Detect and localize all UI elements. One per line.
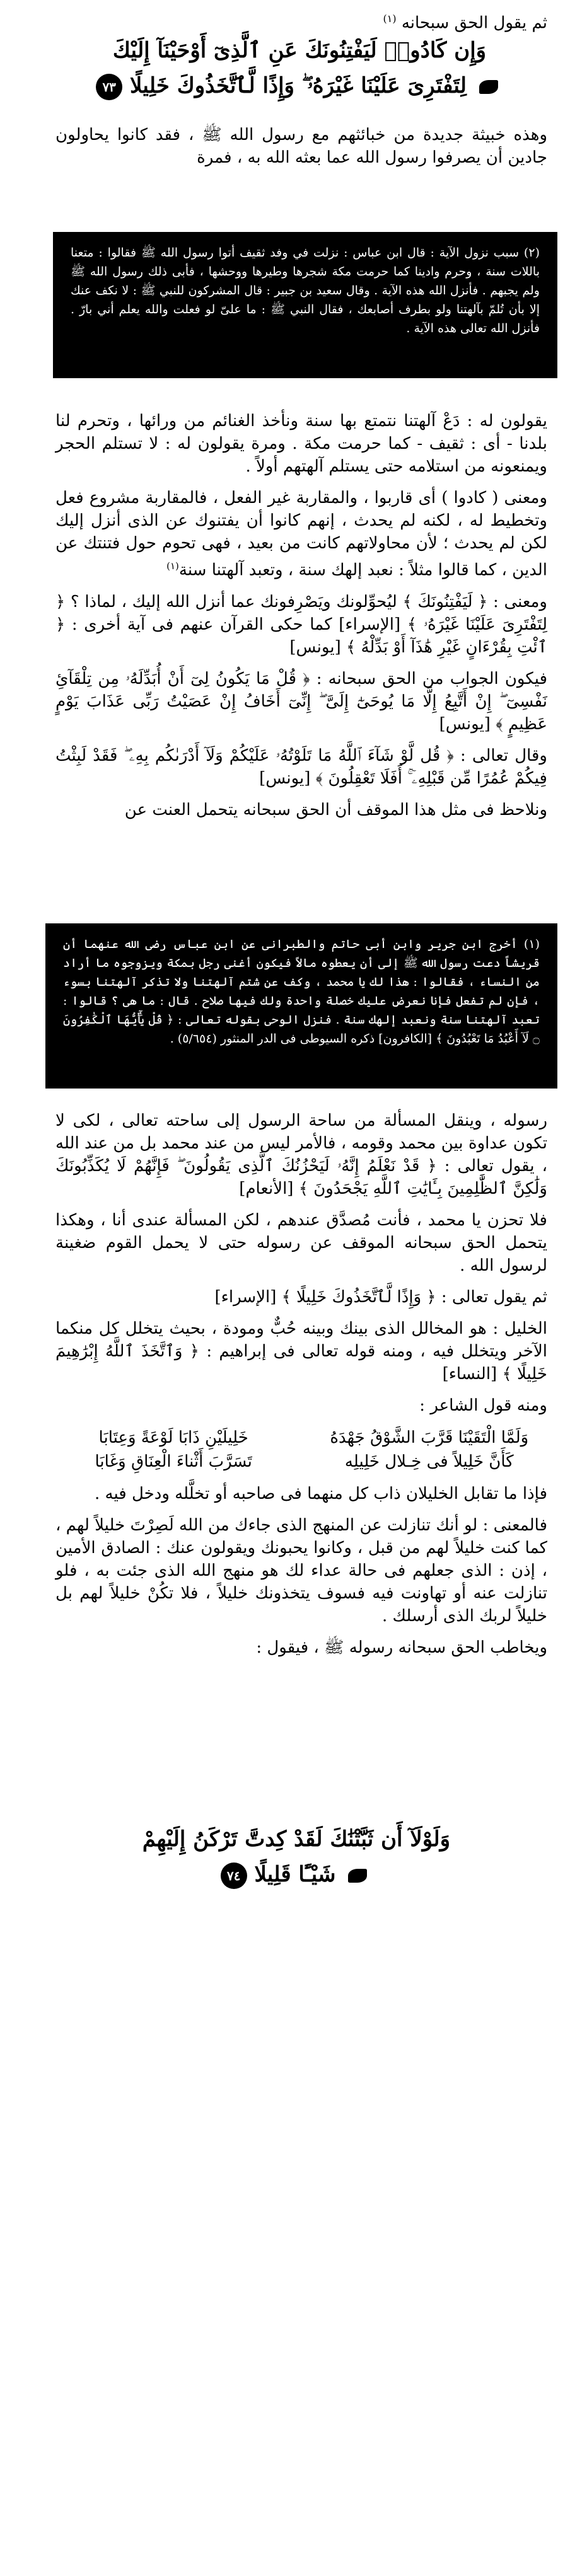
footnote-1-text: (٢) سبب نزول الآية : قال ابن عباس : نزلت في وفد ثقيف أتوا رسول الله ﷺ فقالوا : متعنا باللات سنة ، وحرم وادينا كما حرمت مكة شجرها وطيرها ووحشها ، فأبى ذلك رسول الله ﷺ ولم يجبهم . فأنزل الله هذه الآية . وقال سعيد بن جبير : قال المشركون للنبي ﷺ : لا نكف عنك إلا بأن تُلمّ بآلهتنا ولو بطرف أصابعك ، فقال النبي ﷺ : ما علىّ لو فعلت والله يعلم أني بارّ . فأنزل الله تعالى هذه الآية . [71, 246, 540, 335]
verse-73-line1: وَإِن كَادُوا۟ لَيَفْتِنُونَكَ عَنِ ٱلَّذِىٓ أَوْحَيْنَآ إِلَيْكَ [112, 38, 487, 63]
section-3 [55, 1109, 547, 1668]
poem-hemistich: وَلَمَّا الْتَقَيْنَا قَرَّبَ الشَّوْقُ جَهْدَهُ [330, 1428, 529, 1447]
poem-hemistich: كَأَنَّ خَلِيلاً فى خِـلال خَلِيلِه [344, 1452, 514, 1471]
footnote-2-text: (١) أخرج ابن جرير وابن أبى حاتم والطبرانى عن ابن عباس رضى الله عنهما أن قريشاً دعت رسول الله ﷺ إلى أن يعطوه مالاً فيكون أغنى رجل بمكة ويزوجوه ما أراد من النساء ، فقالوا : هذا لك يا محمد ، وكف عن شتم آلهتنا ولا تذكر آلهتنا بسوء ، فإن لم تفعل فإنا نعرض عليك خصلة واحدة ولك فيها صلاح . قال : ما هى ؟ قالوا : تعبد آلهتنا سنة ونعبد إلهك سنة . فنزل الوحى بقوله تعالى : ﴿ قُلْ يَٰٓأَيُّهَا ٱلْكَٰفِرُونَ ۝ لَآ أَعْبُدُ مَا تَعْبُدُونَ ﴾ [الكافرون] ذكره السيوطى فى الدر المنثور (٥/٦٥٤) . [63, 937, 540, 1046]
paragraph: وقال تعالى : ﴿ قُل لَّوْ شَآءَ ٱللَّهُ مَا تَلَوْتُهُۥ عَلَيْكُمْ وَلَآ أَدْرَىٰكُم بِهِۦ ۖ فَقَدْ لَبِثْتُ فِيكُمْ عُمُرًا مِّن قَبْلِهِۦٓ ۚ أَفَلَا تَعْقِلُونَ ﴾ [يونس] [55, 746, 547, 788]
paragraph: فإذا ما تقابل الخليلان ذاب كل منهما فى صاحبه أو تخلَّله ودخل فيه . [94, 1484, 547, 1503]
paragraph: الخليل : هو المخالل الذى بينك وبينه حُبٌّ ومودة ، بحيث يتخلل كل منكما الآخر ويتخلل فيه ، ومنه قوله تعالى فى إبراهيم : ﴿ وَٱتَّخَذَ ٱللَّهُ إِبْرَٰهِيمَ خَلِيلًا ﴾ [النساء] [55, 1319, 547, 1383]
paragraph: ومنه قول الشاعر : [419, 1396, 547, 1415]
poem-verse-2 [55, 1450, 547, 1474]
paragraph: فالمعنى : لو أنك تنازلت عن المنهج الذى جاءك من الله لَصِرْتَ خليلاً لهم ، كما كنت خليلاً لهم من قبل ، وكانوا يحبونك ويقولون عنك : الصادق الأمين ، إذن : الذى جعلهم فى حالة عداء لك هو منهج الله الذى جئت به ، فلو تنازلت عنه أو تهاونت فيه فسوف يتخذونك خليلاً ، فلا تكُنْ خليلاً لهم بل خليلاً لربك الذى أرسلك . [55, 1516, 548, 1626]
verse-74-line2: شَيْـًٔا قَلِيلًا [254, 1862, 336, 1887]
paragraph-text: ومعنى ( كادوا ) أى قاربوا ، والمقاربة غير الفعل ، فالمقاربة مشروع فعل وتخطيط له ، لكنه لم يحدث ، إنهم كانوا أن يفتنوك عن الذى أنزل إليك لكن لم يحدث ؛ لأن محاولاتهم كانت من بعيد ، فهى تحوم حول فتنتك عن الدين ، كما قالوا مثلاً : نعبد إلهك سنة ، وتعبد آلهتنا سنة [55, 488, 547, 580]
footnote-box-1 [53, 232, 557, 378]
ayah-number-badge: ٧٣ [96, 74, 122, 100]
paragraph: ثم يقول تعالى : ﴿ وَإِذًا لَّٱتَّخَذُوكَ خَلِيلًا ﴾ [الإسراء] [214, 1288, 547, 1307]
paragraph: ويخاطب الحق سبحانه رسوله ﷺ ، فيقول : [256, 1638, 547, 1657]
poem-hemistich: تَسَرَّبَ أَثْناءَ الْعِنَاقِ وَغَابَا [95, 1452, 252, 1471]
paragraph: ونلاحظ فى مثل هذا الموقف أن الحق سبحانه يتحمل العنت عن [124, 800, 547, 819]
ayah-number-badge: ٧٤ [221, 1863, 247, 1889]
paragraph [55, 487, 547, 582]
footnote-marker: (١) [166, 560, 179, 572]
section-2 [55, 410, 547, 830]
paragraph: يقولون له : دَعْ آلهتنا نتمتع بها سنة ونأخذ الغنائم من ورائها ، وتحرم لنا بلدنا - أى : ثقيف - كما حرمت مكة . ومرة يقولون له : لا تستلم الحجر ويمنعونه من استلامه حتى يستلم آلهتهم أولاً . [55, 412, 547, 476]
verse-73 [44, 33, 555, 103]
verse-73-line2-wrap [44, 68, 555, 103]
paragraph: فيكون الجواب من الحق سبحانه : ﴿ قُلْ مَا يَكُونُ لِىٓ أَنْ أُبَدِّلَهُۥ مِن تِلْقَآئِ نَفْسِىٓ ۖ إِنْ أَتَّبِعُ إِلَّا مَا يُوحَىٰٓ إِلَىَّ ۖ إِنِّىٓ أَخَافُ إِنْ عَصَيْتُ رَبِّى عَذَابَ يَوْمٍ عَظِيمٍ ﴾ [يونس] [55, 669, 547, 734]
paragraph: فلا تحزن يا محمد ، فأنت مُصدَّق عندهم ، لكن المسألة عندى أنا ، وهكذا يتحمل الحق سبحانه الموقف عن رسوله حتى لا يحمل القوم ضغينة لرسول الله . [55, 1211, 547, 1275]
paragraph: وهذه خبيثة جديدة من خبائثهم مع رسول الله ﷺ ، فقد كانوا يحاولون جادين أن يصرفوا رسول الله عما بعثه الله به ، فمرة [55, 125, 547, 167]
verse-73-line2: لِتَفْتَرِىَ عَلَيْنَا غَيْرَهُۥ ۖ وَإِذًا لَّٱتَّخَذُوكَ خَلِيلًا [130, 73, 467, 98]
footnote-box-2 [45, 923, 557, 1089]
ornament-icon [479, 80, 498, 94]
paragraph: ومعنى : ﴿ لَيَفْتِنُونَكَ ﴾ ليُحوِّلونك ويَصْرِفونك عما أنزل الله إليك ، لماذا ؟ ﴿ لِتَفْتَرِىَ عَلَيْنَا غَيْرَهُۥ ﴾ [الإسراء] كما حكى القرآن عنهم فى آية أخرى : ﴿ ٱئْتِ بِقُرْءَانٍ غَيْرِ هَٰذَآ أَوْ بَدِّلْهُ ﴾ [يونس] [55, 592, 547, 657]
intro-note-marker: (١) [383, 13, 397, 25]
ornament-icon [348, 1869, 367, 1883]
verse-74 [95, 1822, 498, 1892]
paragraph: رسوله ، وينقل المسألة من ساحة الرسول إلى ساحته تعالى ، لكى لا تكون عداوة بين محمد وقومه ، فالأمر ليس من عند محمد بل من عند الله ، يقول تعالى : ﴿ قَدْ نَعْلَمُ إِنَّهُۥ لَيَحْزُنُكَ ٱلَّذِى يَقُولُونَ ۖ فَإِنَّهُمْ لَا يُكَذِّبُونَكَ وَلَٰكِنَّ ٱلظَّٰلِمِينَ بِـَٔايَٰتِ ٱللَّهِ يَجْحَدُونَ ﴾ [الأنعام] [55, 1111, 547, 1198]
poem-verse-1 [55, 1426, 547, 1450]
intro-line [55, 8, 547, 35]
poem-hemistich: خَلِيلَيْنِ ذَابَا لَوْعَةً وَعِتَابَا [98, 1428, 248, 1447]
intro-text: ثم يقول الحق سبحانه [396, 13, 547, 33]
verse-74-line2-wrap [95, 1857, 498, 1892]
verse-74-line1: وَلَوْلَآ أَن ثَبَّتْنَٰكَ لَقَدْ كِدتَّ تَرْكَنُ إِلَيْهِمْ [142, 1827, 451, 1852]
